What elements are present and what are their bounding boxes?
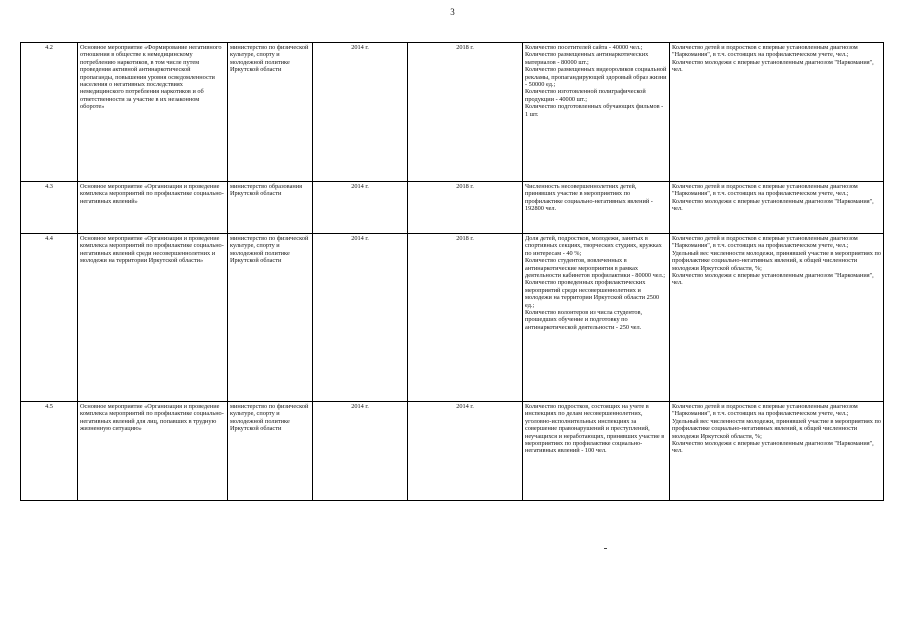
table-row — [21, 182, 884, 234]
end-year-cell: 2018 г. — [408, 182, 523, 234]
end-year-cell: 2018 г. — [408, 234, 523, 402]
row-number: 4.4 — [21, 234, 78, 402]
indicators-cell — [670, 43, 884, 182]
result-item: Количество волонтеров из числа студентов, прошедших обучение и подготовку по антинаркотической деятельности - 250 чел. — [525, 309, 643, 331]
result-item: Количество размещенных антинаркотических материалов - 80000 шт.; — [525, 51, 649, 66]
indicator-item: Количество молодежи с впервые установленным диагнозом "Наркомания", чел. — [672, 197, 874, 213]
table-row — [21, 43, 884, 182]
result-item: Доля детей, подростков, молодежи, занятых в спортивных секциях, творческих студиях, кружках по интересам - 40 %; — [525, 235, 662, 257]
results-cell — [523, 234, 670, 402]
result-item: Количество проведенных профилактических мероприятий среди несовершеннолетних и молодежи на территории Иркутской области 2500 ед.; — [525, 279, 660, 309]
indicator-item: Количество детей и подростков с впервые установленным диагнозом "Наркомания", в т.ч. состоящих на профилактическом учете, чел.; — [672, 235, 858, 250]
table-body — [21, 43, 884, 501]
indicators-cell — [670, 234, 884, 402]
indicator-item: Удельный вес численности молодежи, принявшей участие в мероприятиях по профилактике социально-негативных явлений, к общей численности молодежи Иркутской области, %; — [672, 417, 881, 440]
start-year-cell: 2014 г. — [313, 43, 408, 182]
scan-speck — [604, 548, 607, 549]
activity-cell: Основное мероприятие «Организация и проведение комплекса мероприятий по профилактике социально-негативных явлений среди несовершеннолетних и молодежи на территории Иркутской области» — [78, 234, 228, 402]
page-number: 3 — [450, 7, 455, 17]
program-activities-table — [20, 42, 884, 501]
result-item: Количество размещенных видеороликов социальной рекламы, пропагандирующей здоровый образ жизни - 50000 ед.; — [525, 66, 667, 89]
results-cell — [523, 182, 670, 234]
indicator-item: Удельный вес численности молодежи, принявшей участие в мероприятиях по профилактике социально-негативных явлений, к общей численности молодежи Иркутской области, %; — [672, 249, 881, 272]
indicators-cell — [670, 182, 884, 234]
result-item: Численность несовершеннолетних детей, принявших участие в мероприятиях по профилактике социально-негативных явлений - 192800 чел. — [525, 183, 653, 213]
start-year-cell: 2014 г. — [313, 402, 408, 501]
result-item: Количество подростков, состоящих на учете в инспекциях по делам несовершеннолетних, уголовно-исполнительных инспекциях за совершение правонарушений и преступлений, неучащихся и неработающих, принявших участие в мероприятиях по профилактике социально-негативных явлений - 100 чел. — [525, 403, 665, 455]
end-year-cell: 2014 г. — [408, 402, 523, 501]
table-row — [21, 402, 884, 501]
indicator-item: Количество детей и подростков с впервые установленным диагнозом "Наркомания", в т.ч. состоящих на профилактическом учете, чел.; — [672, 183, 858, 198]
result-item: Количество студентов, вовлеченных в антинаркотические мероприятия в рамках деятельности кабинетов профилактики - 80000 чел.; — [525, 257, 666, 280]
row-number: 4.5 — [21, 402, 78, 501]
indicator-item: Количество молодежи с впервые установленным диагнозом "Наркомания", чел. — [672, 272, 874, 287]
result-item: Количество посетителей сайта - 40000 чел.; — [525, 44, 643, 51]
start-year-cell: 2014 г. — [313, 234, 408, 402]
results-cell — [523, 402, 670, 501]
indicator-item: Количество детей и подростков с впервые установленным диагнозом "Наркомания", в т.ч. состоящих на профилактическом учете, чел.; — [672, 403, 858, 418]
executor-cell: министерство по физической культуре, спорту и молодежной политике Иркутской области — [228, 43, 313, 182]
activity-cell: Основное мероприятие «Формирование негативного отношения в обществе к немедицинскому потреблению наркотиков, в том числе путем проведения активной антинаркотической пропаганды, повышения уровня осведомленности населения о негативных последствиях немедицинского потребления наркотиков и об ответственности за участие в их незаконном обороте» — [78, 43, 228, 182]
activity-cell: Основное мероприятие «Организация и проведение комплекса мероприятий по профилактике социально-негативных явлений для лиц, попавших в трудную жизненную ситуацию» — [78, 402, 228, 501]
executor-cell: министерство по физической культуре, спорту и молодежной политике Иркутской области — [228, 234, 313, 402]
table-row — [21, 234, 884, 402]
row-number: 4.3 — [21, 182, 78, 234]
executor-cell: министерство образования Иркутской области — [228, 182, 313, 234]
activity-cell: Основное мероприятие «Организация и проведение комплекса мероприятий по профилактике социально-негативных явлений» — [78, 182, 228, 234]
indicator-item: Количество детей и подростков с впервые установленным диагнозом "Наркомания", в т.ч. состоящих на профилактическом учете, чел.; — [672, 44, 858, 59]
indicator-item: Количество молодежи с впервые установленным диагнозом "Наркомания", чел. — [672, 440, 874, 455]
indicators-cell — [670, 402, 884, 501]
row-number: 4.2 — [21, 43, 78, 182]
executor-cell: министерство по физической культуре, спорту и молодежной политике Иркутской области — [228, 402, 313, 501]
results-cell — [523, 43, 670, 182]
result-item: Количество изготовленной полиграфической продукции - 40000 шт.; — [525, 88, 646, 103]
indicator-item: Количество молодежи с впервые установленным диагнозом "Наркомания", чел. — [672, 58, 874, 74]
result-item: Количество подготовленных обучающих фильмов - 1 шт. — [525, 103, 664, 118]
start-year-cell: 2014 г. — [313, 182, 408, 234]
end-year-cell: 2018 г. — [408, 43, 523, 182]
